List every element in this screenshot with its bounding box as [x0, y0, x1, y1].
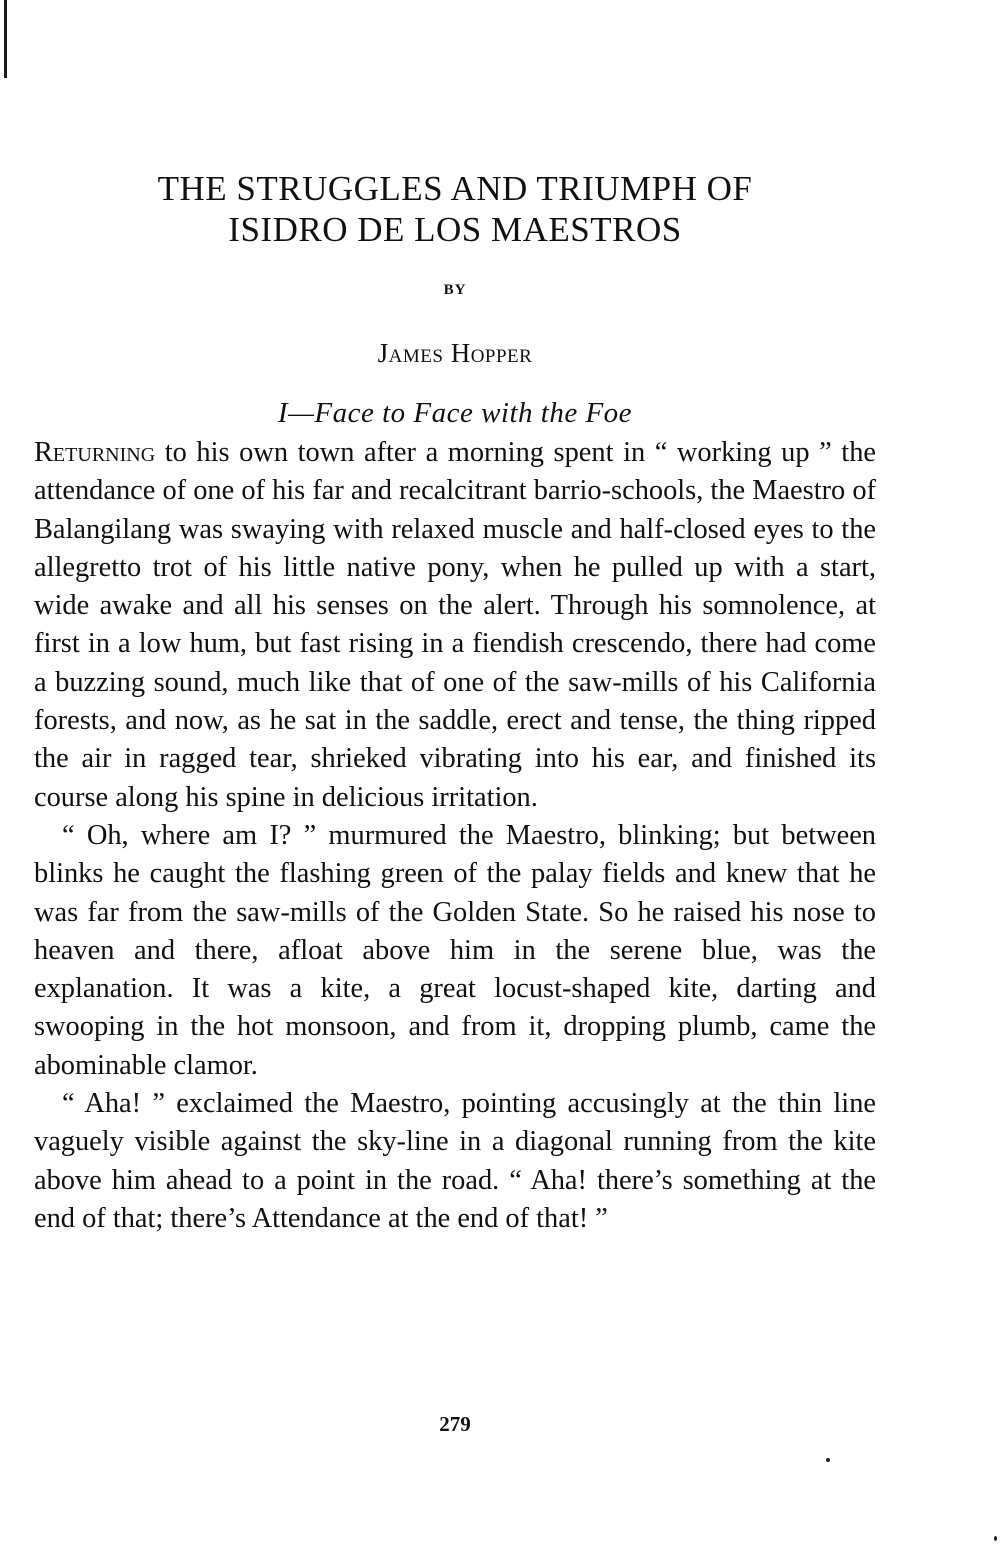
chapter-title-line-1: THE STRUGGLES AND TRIUMPH OF [157, 169, 753, 208]
paragraph-1 [34, 434, 876, 817]
paragraph-lead-word: Returning [34, 437, 156, 468]
paragraph-3: “ Aha! ” exclaimed the Maestro, pointing accusingly at the thin line vaguely visible against the sky-line in a diagonal running from the kite above him ahead to a point in the road. “ Aha! there’s something at the end of that; there’s Attendance at the end of that! ” [34, 1088, 876, 1234]
page-edge-mark [4, 0, 7, 78]
section-heading: I—Face to Face with the Foe [277, 397, 633, 429]
chapter-title-line-2: ISIDRO DE LOS MAESTROS [228, 210, 682, 249]
paragraph-1-text: to his own town after a morning spent in “ working up ” the attendance of one of his far and recalcitrant barrio-schools, the Maestro of Balangilang was swaying with relaxed muscle and half-closed eyes to the allegretto trot of his little native pony, when he pulled up with a start, wide awake and all his senses on the alert. Through his somnolence, at first in a low hum, but fast rising in a fiendish crescendo, there had come a buzzing sound, much like that of one of the saw-mills of his California forests, and now, as he sat in the saddle, erect and tense, the thing ripped the air in ragged tear, shrieked vibrating into his ear, and finished its course along his spine in delicious irritation. [34, 437, 876, 813]
byline: BY [443, 282, 467, 298]
print-speck [994, 1536, 997, 1541]
body-text [34, 434, 876, 1238]
page-number: 279 [439, 1412, 471, 1436]
paragraph-2: “ Oh, where am I? ” murmured the Maestro, blinking; but between blinks he caught the flashing green of the palay fields and knew that he was far from the saw-mills of the Golden State. So he raised his nose to heaven and there, afloat above him in the serene blue, was the explanation. It was a kite, a great locust-shaped kite, darting and swooping in the hot monsoon, and from it, dropping plumb, came the abominable clamor. [34, 819, 876, 1081]
chapter-title [34, 168, 876, 250]
author-name: James Hopper [377, 338, 533, 368]
print-speck [826, 1458, 830, 1462]
